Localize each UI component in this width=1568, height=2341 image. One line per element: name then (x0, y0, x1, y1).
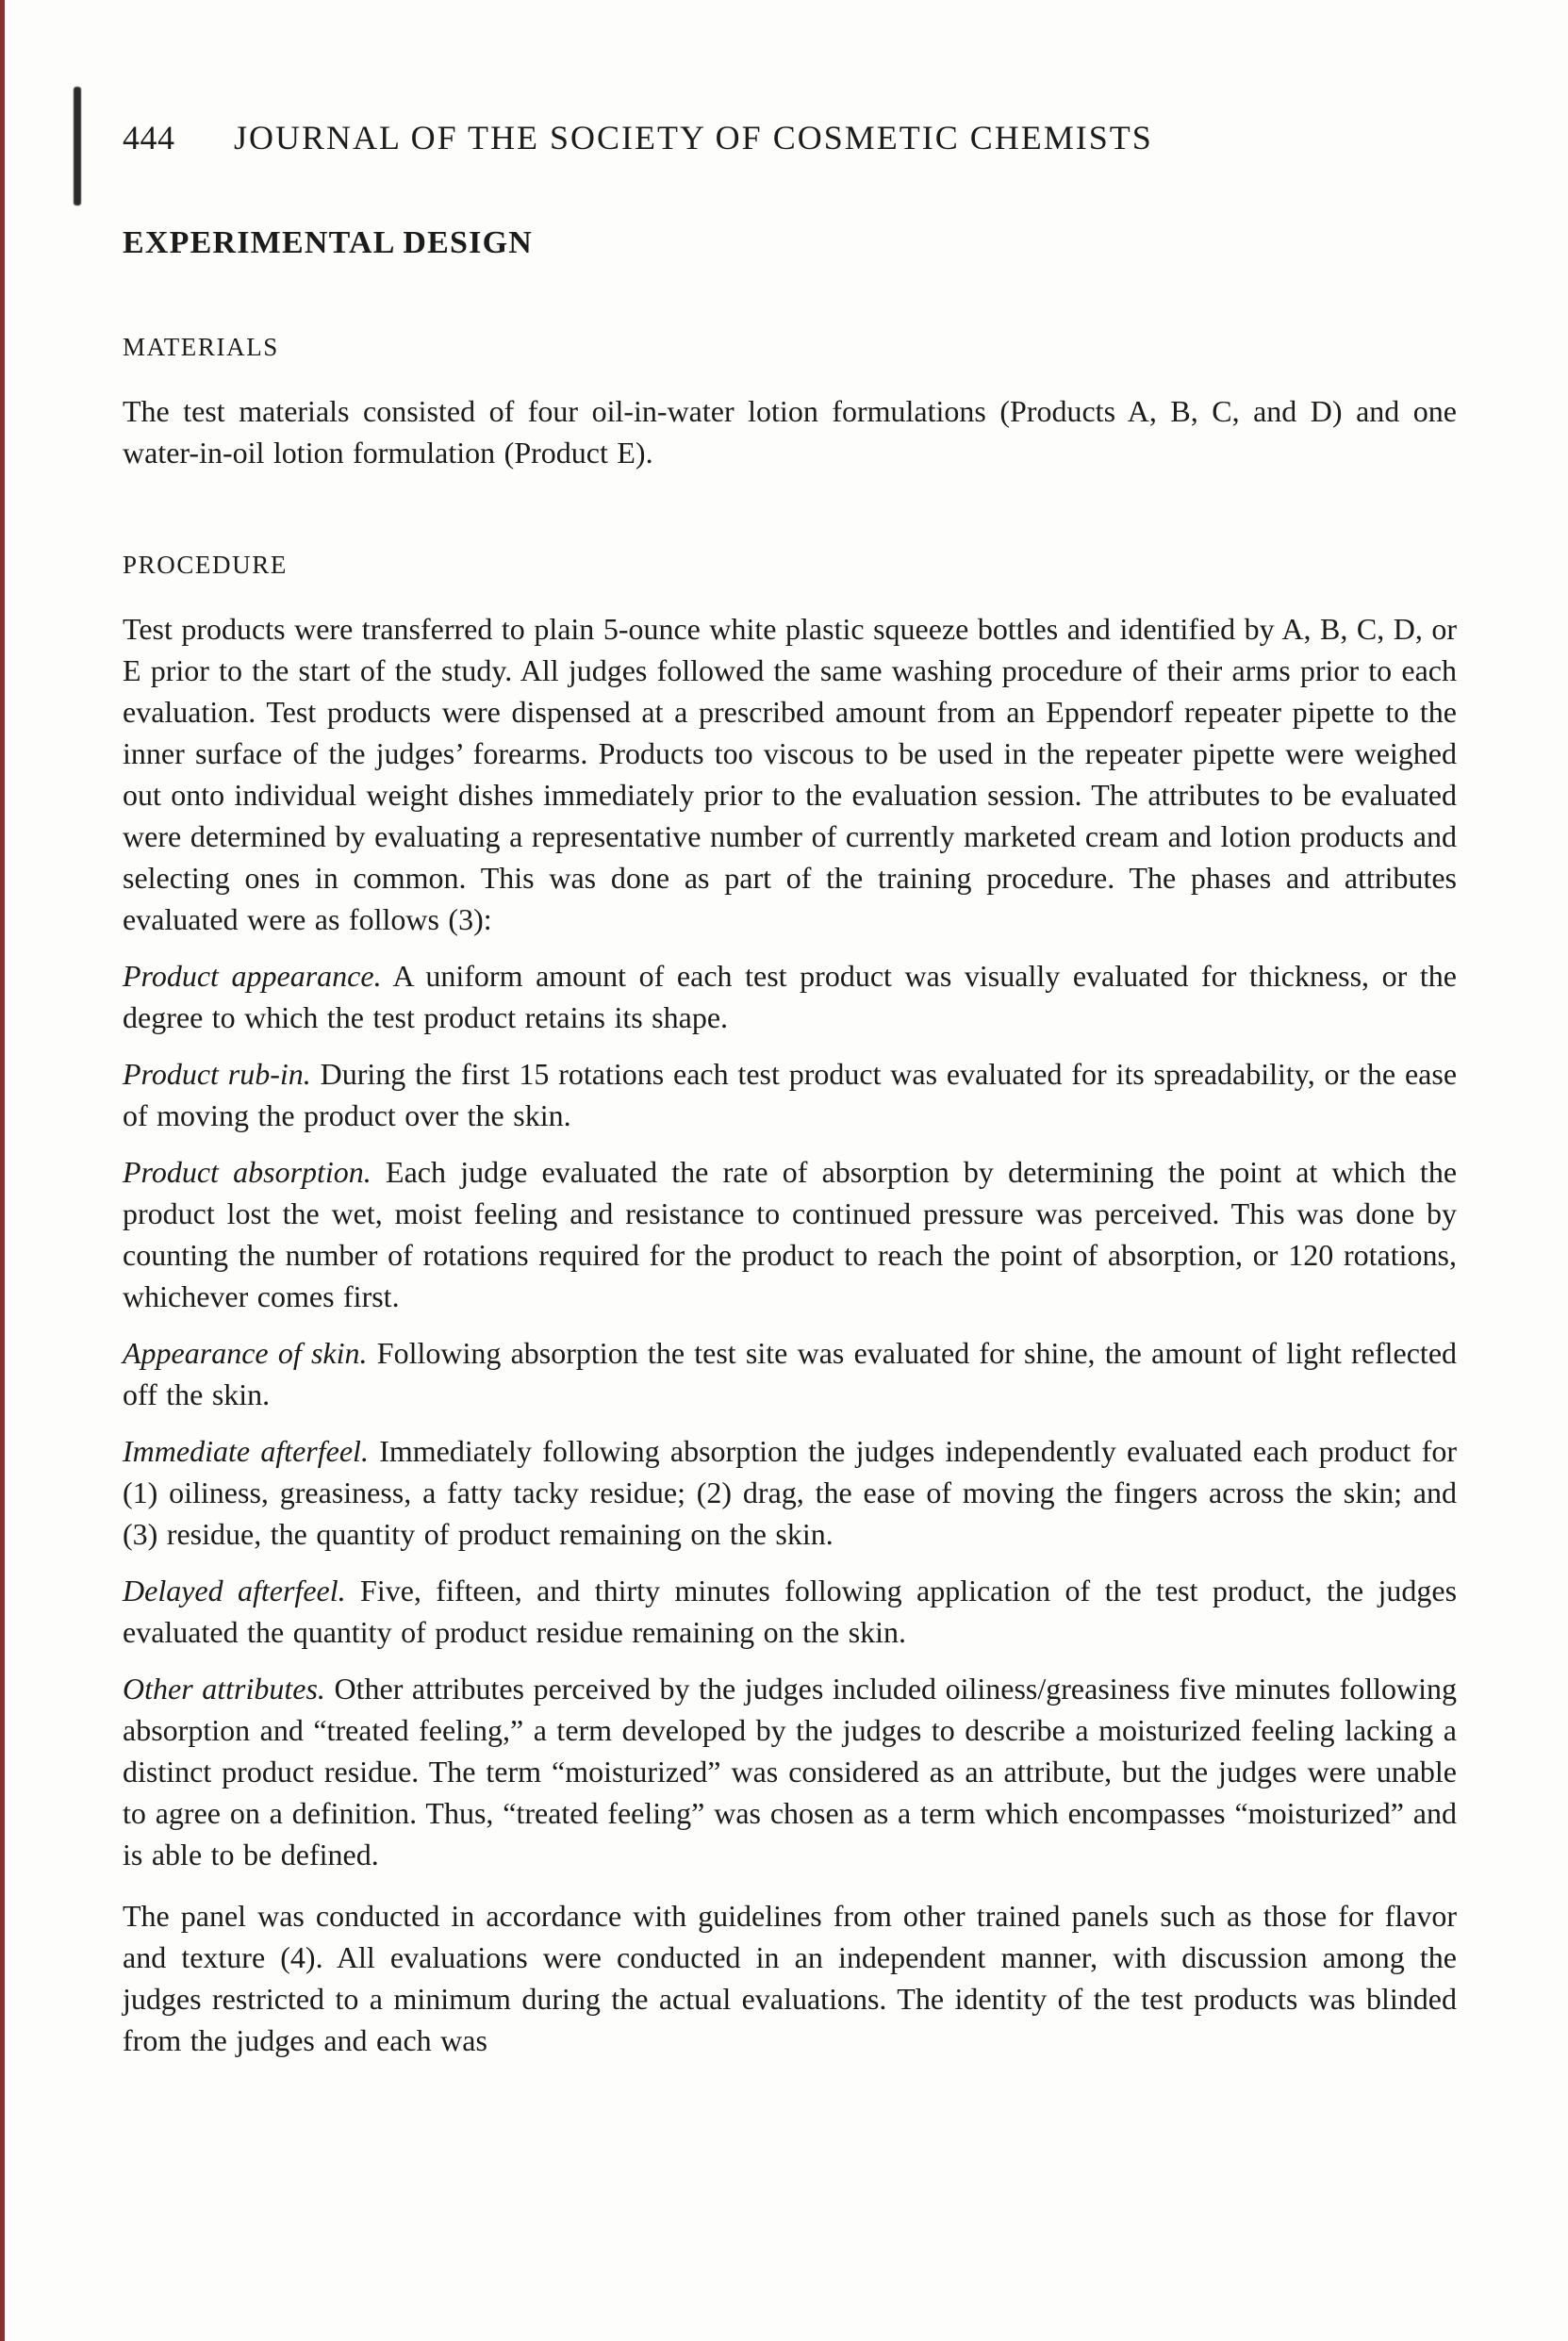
page-number: 444 (123, 119, 175, 157)
attribute-paragraph-other-attributes (123, 1668, 1457, 1875)
scan-artifact (74, 87, 81, 206)
attribute-text-product-appearance: A uniform amount of each test product was visually evaluated for thickness, or the degree to which the test product retains its shape. (123, 959, 1458, 1034)
attribute-label-other-attributes: Other attributes. (123, 1672, 325, 1706)
running-head (123, 118, 1457, 157)
attribute-label-product-rub-in: Product rub-in. (123, 1057, 311, 1091)
attribute-paragraph-product-rub-in (123, 1053, 1457, 1136)
attribute-paragraph-immediate-afterfeel (123, 1430, 1457, 1555)
procedure-heading: PROCEDURE (123, 551, 288, 579)
attribute-text-product-rub-in: During the first 15 rotations each test product was evaluated for its spreadability, or the ease of moving the product over the skin. (123, 1057, 1458, 1132)
attribute-text-appearance-of-skin: Following absorption the test site was evaluated for shine, the amount of light reflected off the skin. (123, 1336, 1458, 1411)
journal-title: JOURNAL OF THE SOCIETY OF COSMETIC CHEMISTS (234, 119, 1153, 157)
attribute-paragraph-product-absorption (123, 1151, 1457, 1317)
attribute-text-product-absorption: Each judge evaluated the rate of absorption by determining the point at which the product lost the wet, moist feeling and resistance to continued pressure was perceived. This was done by counting the number of rotations required for the product to reach the point of absorption, or 120 rotations, whichever comes first. (123, 1155, 1458, 1313)
attribute-text-immediate-afterfeel: Immediately following absorption the judges independently evaluated each product for (1) oiliness, greasiness, a fatty tacky residue; (2) drag, the ease of moving the fingers across the skin; and (3) residue, the quantity of product remaining on the skin. (123, 1434, 1458, 1551)
attribute-paragraph-appearance-of-skin (123, 1332, 1457, 1415)
attribute-label-appearance-of-skin: Appearance of skin. (123, 1336, 368, 1370)
attribute-text-other-attributes: Other attributes perceived by the judges included oiliness/greasiness five minutes following absorption and “treated feeling,” a term developed by the judges to describe a moisturized feeling lacking a distinct product residue. The term “moisturized” was considered as an attribute, but the judges were unable to agree on a definition. Thus, “treated feeling” was chosen as a term which encompasses “moisturized” and is able to be defined. (123, 1672, 1458, 1871)
procedure-intro-paragraph: Test products were transferred to plain 5-ounce white plastic squeeze bottles and identified by A, B, C, D, or E prior to the start of the study. All judges followed the same washing procedure of their arms prior to each evaluation. Test products were dispensed at a prescribed amount from an Eppendorf repeater pipette to the inner surface of the judges’ forearms. Products too viscous to be used in the repeater pipette were weighed out onto individual weight dishes immediately prior to the evaluation session. The attributes to be evaluated were determined by evaluating a representative number of currently marketed cream and lotion products and selecting ones in common. This was done as part of the training procedure. The phases and attributes evaluated were as follows (3): (123, 612, 1457, 936)
attribute-paragraph-product-appearance (123, 955, 1457, 1038)
materials-heading: MATERIALS (123, 333, 279, 361)
attribute-label-product-absorption: Product absorption. (123, 1155, 371, 1189)
closing-paragraph: The panel was conducted in accordance with guidelines from other trained panels such as those for flavor and texture (4). All evaluations were conducted in an independent manner, with discussion among the judges restricted to a minimum during the actual evaluations. The identity of the test products was blinded from the judges and each was (123, 1899, 1457, 2057)
attribute-paragraph-delayed-afterfeel (123, 1570, 1457, 1653)
attribute-label-immediate-afterfeel: Immediate afterfeel. (123, 1434, 369, 1468)
materials-paragraph: The test materials consisted of four oil-in-water lotion formulations (Products A, B, C, and D) and one water-in-oil lotion formulation (Product E). (123, 394, 1457, 470)
page-edge-line (0, 0, 5, 2341)
attribute-label-delayed-afterfeel: Delayed afterfeel. (123, 1574, 346, 1607)
attribute-text-delayed-afterfeel: Five, fifteen, and thirty minutes following application of the test product, the judges evaluated the quantity of product residue remaining on the skin. (123, 1574, 1458, 1649)
attribute-label-product-appearance: Product appearance. (123, 959, 382, 993)
section-title: EXPERIMENTAL DESIGN (123, 225, 533, 260)
